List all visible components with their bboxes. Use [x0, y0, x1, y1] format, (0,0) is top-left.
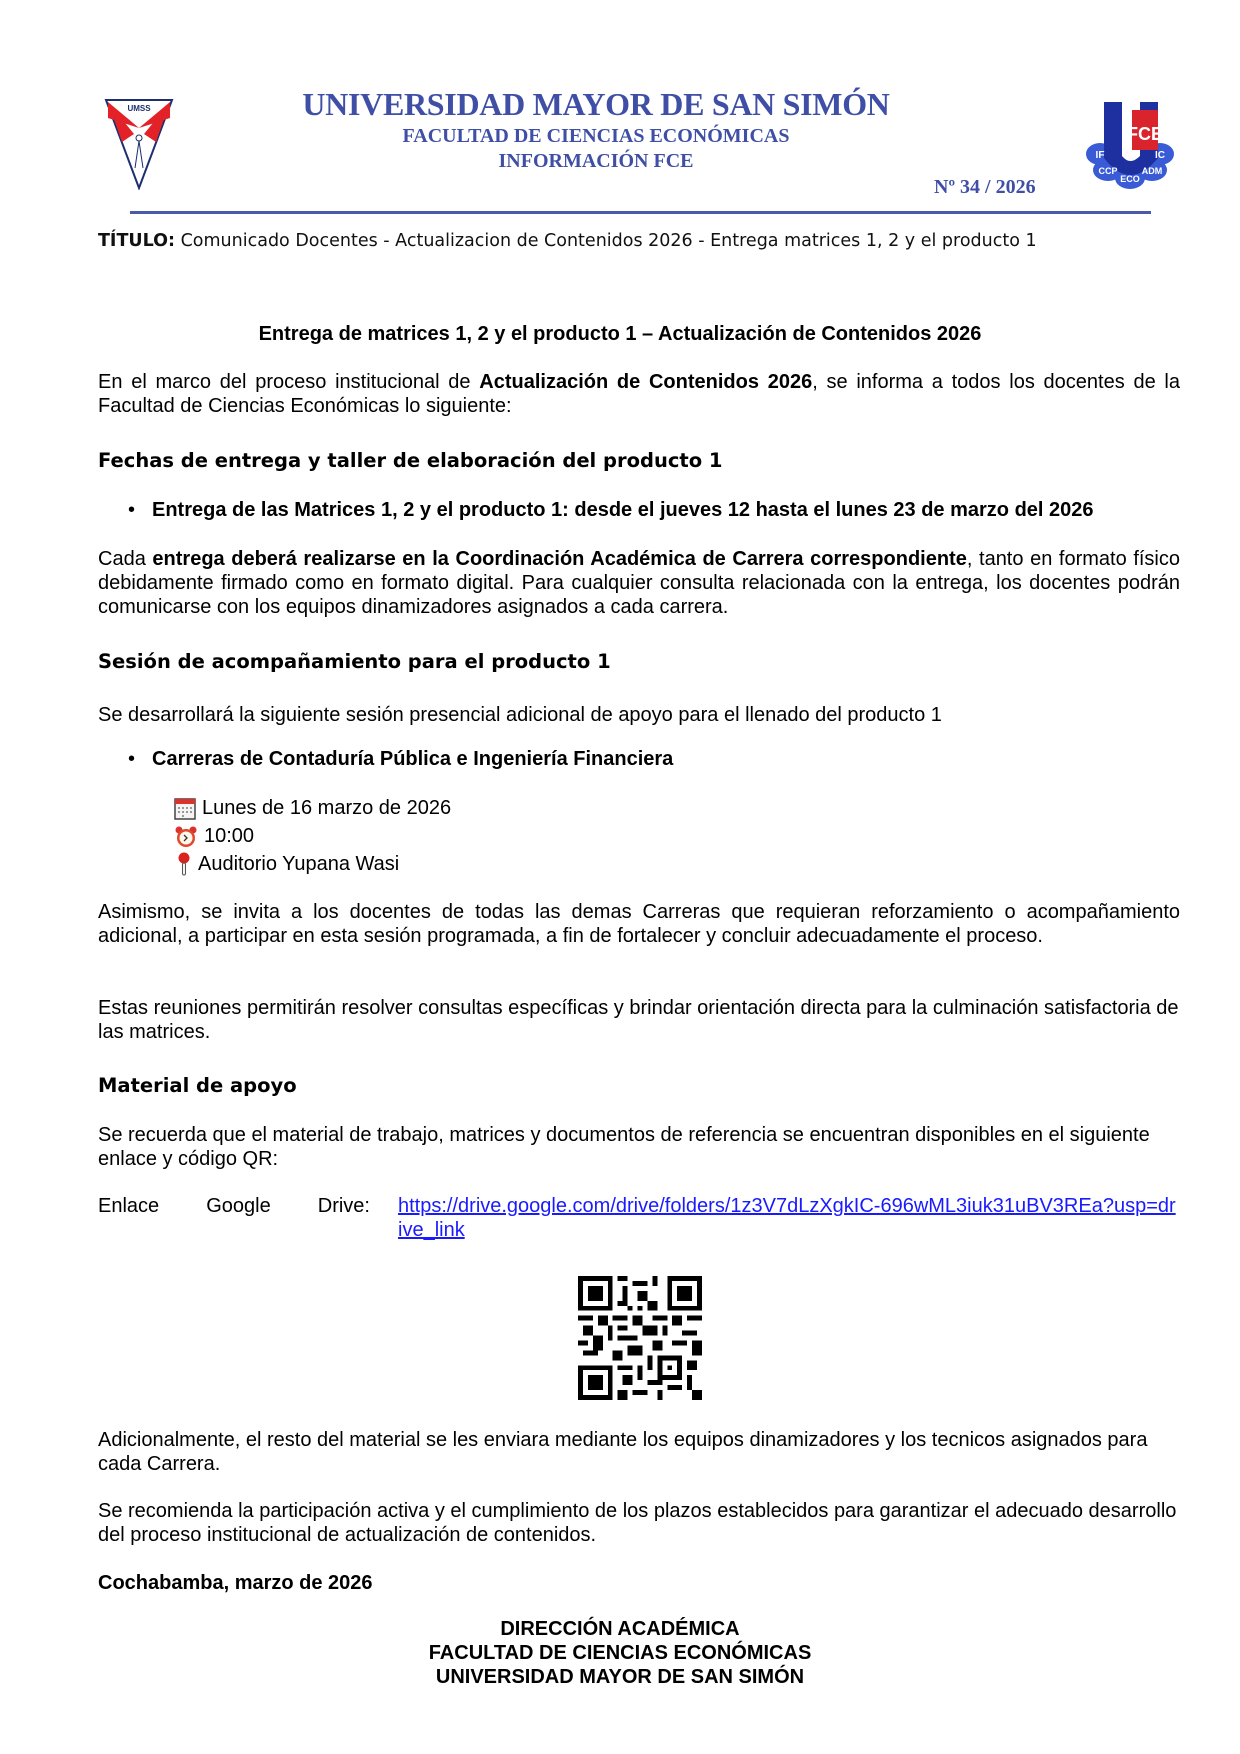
badge-eco: ECO — [1120, 174, 1140, 184]
delivery-text-bold: entrega deberá realizarse en la Coordinación Académica de Carrera correspondiente — [152, 548, 967, 570]
badge-ic: IC — [1155, 150, 1165, 161]
signature-line-1: DIRECCIÓN ACADÉMICA — [500, 1618, 740, 1640]
title-label: TÍTULO: — [98, 231, 175, 251]
alarm-clock-icon — [174, 826, 198, 848]
session-time-text: 10:00 — [204, 825, 255, 847]
material-intro: Se recuerda que el material de trabajo, matrices y documentos de referencia se encuentran disponibles en el siguiente enlace y código QR: — [98, 1124, 1150, 1170]
umss-logo-text: UMSS — [127, 104, 151, 113]
session-date-text: Lunes de 16 marzo de 2026 — [202, 797, 452, 819]
header-divider — [130, 211, 1151, 214]
badge-if: IF — [1095, 150, 1105, 161]
signature-line-3: UNIVERSIDAD MAYOR DE SAN SIMÓN — [435, 1666, 805, 1688]
delivery-paragraph — [98, 547, 1180, 619]
section-heading-material: Material de apoyo — [98, 1074, 297, 1097]
meetings-paragraph: Estas reuniones permitirán resolver consultas específicas y brindar orientación directa para la culminación satisfactoria de las matrices. — [98, 997, 1179, 1043]
recommendation-paragraph: Se recomienda la participación activa y el cumplimiento de los plazos establecidos para garantizar el adecuado desarrollo del proceso institucional de actualización de contenidos. — [98, 1500, 1177, 1546]
place-date: Cochabamba, marzo de 2026 — [98, 1572, 373, 1594]
section-heading-session: Sesión de acompañamiento para el producto 1 — [98, 650, 611, 673]
calendar-icon — [174, 798, 196, 820]
delivery-dates-text: Entrega de las Matrices 1, 2 y el producto 1: desde el jueves 12 hasta el lunes 23 de marzo del 2026 — [152, 499, 1094, 521]
pin-icon — [176, 852, 192, 876]
section-heading-dates: Fechas de entrega y taller de elaboración del producto 1 — [98, 449, 723, 472]
title-text: Comunicado Docentes - Actualizacion de Contenidos 2026 - Entrega matrices 1, 2 y el producto 1 — [180, 231, 1037, 251]
session-time — [174, 825, 254, 848]
session-place — [176, 852, 399, 876]
intro-text-bold: Actualización de Contenidos 2026 — [479, 371, 813, 393]
list-item-careers — [128, 748, 673, 771]
signature-line-2: FACULTAD DE CIENCIAS ECONÓMICAS — [428, 1642, 812, 1664]
faculty-name: FACULTAD DE CIENCIAS ECONÓMICAS — [402, 125, 790, 147]
session-intro: Se desarrollará la siguiente sesión presencial adicional de apoyo para el llenado del producto 1 — [98, 704, 942, 726]
main-title: Entrega de matrices 1, 2 y el producto 1 – Actualización de Contenidos 2026 — [258, 323, 982, 345]
badge-ccp: CCP — [1098, 166, 1118, 176]
drive-link-label: Enlace Google Drive: — [98, 1195, 370, 1217]
intro-text-end: , se informa a todos los docentes de la Facultad de Ciencias Económicas lo siguiente: — [98, 371, 1180, 417]
university-name: UNIVERSIDAD MAYOR DE SAN SIMÓN — [302, 86, 890, 122]
drive-link-row — [98, 1194, 1180, 1242]
invitation-paragraph: Asimismo, se invita a los docentes de todas las demas Carreras que requieran reforzamiento o acompañamiento adicional, a participar en esta sesión programada, a fin de fortalecer y concluir adecuadamente el proceso. — [98, 901, 1180, 947]
careers-text: Carreras de Contaduría Pública e Ingeniería Financiera — [152, 748, 674, 770]
document-number: Nº 34 / 2026 — [934, 176, 1036, 198]
intro-paragraph — [98, 370, 1180, 418]
fce-logo — [1082, 96, 1178, 192]
additional-material-paragraph: Adicionalmente, el resto del material se les enviara mediante los equipos dinamizadores y los tecnicos asignados para cada Carrera. — [98, 1429, 1148, 1475]
document-title-line — [98, 228, 1148, 254]
intro-text-start: En el marco del proceso institucional de — [98, 371, 480, 393]
fce-logo-text: FCE — [1127, 124, 1163, 144]
drive-link[interactable]: https://drive.google.com/drive/folders/1z3V7dLzXgkIC-696wML3iuk31uBV3REa?usp=drive_link — [398, 1195, 1176, 1241]
delivery-text-start: Cada — [98, 548, 153, 570]
badge-adm: ADM — [1141, 166, 1163, 176]
list-item-delivery-dates — [128, 499, 1094, 522]
delivery-text-end: , tanto en formato físico debidamente firmado como en formato digital. Para cualquier consulta relacionada con la entrega, los docentes podrán comunicarse con los equipos dinamizadores asignados a cada carrera. — [98, 548, 1180, 618]
unit-name: INFORMACIÓN FCE — [498, 150, 694, 172]
session-place-text: Auditorio Yupana Wasi — [198, 852, 400, 875]
qr-code[interactable] — [578, 1276, 702, 1400]
session-date — [174, 797, 451, 820]
